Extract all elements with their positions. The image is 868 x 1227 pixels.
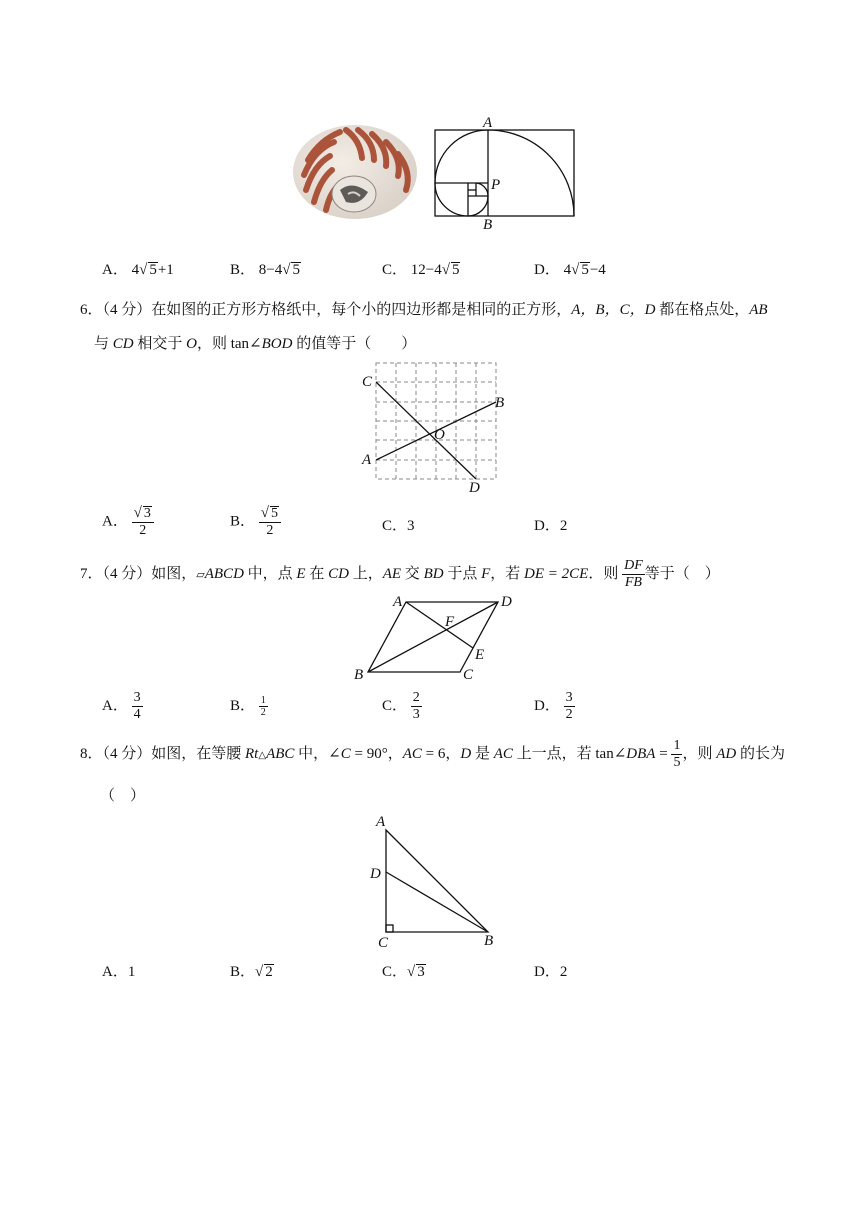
q8-right-triangle-figure (364, 808, 504, 950)
q6-option-d: D．2 (534, 518, 568, 534)
nautilus-shell-image (290, 120, 425, 225)
q7-label-c: C (463, 667, 474, 683)
q8-label-d: D (370, 866, 381, 882)
q8-option-a: A．1 (102, 964, 136, 980)
q6-option-c: C．3 (382, 518, 415, 534)
q7-option-a: A． $\frac{3}{4}$ (102, 690, 141, 723)
q6-option-b: B． $\frac{√ 5}{2}$ (230, 505, 281, 539)
q6-grid-figure (356, 355, 516, 500)
q5-option-b: B． 8−4√ 5 (230, 262, 300, 278)
spiral-label-p: P (491, 177, 501, 193)
q5-option-a: A． 4√ 5+1 (102, 262, 174, 278)
q7-option-d: D． $\frac{3}{2}$ (534, 690, 573, 723)
q8-label-c: C (378, 935, 389, 950)
q6-label-b: B (495, 395, 505, 411)
q8-label-a: A (376, 814, 386, 830)
q5-option-d: D． 4√ 5−4 (534, 262, 606, 278)
q7-option-b: B． $\frac{1}{2}$ (230, 694, 266, 719)
q6-label-o: O (434, 427, 445, 443)
q8-option-d: D．2 (534, 964, 568, 980)
q6-stem-line1: 6．（4 分）在如图的正方形方格纸中，每个小的四边形都是相同的正方形，A，B，C，D 都在格点处，AB (80, 302, 768, 318)
q7-label-e: E (475, 647, 485, 663)
q6-option-a: A． $\frac{√ 3}{2}$ (102, 505, 154, 539)
q7-label-d: D (501, 594, 512, 610)
q6-label-d: D (469, 480, 480, 496)
q5-option-c: C． 12−4√ 5 (382, 262, 460, 278)
q8-stem-line2: （ ） (100, 788, 146, 804)
q7-label-a: A (393, 594, 403, 610)
q6-label-c: C (362, 374, 373, 390)
spiral-label-a: A (483, 115, 493, 131)
q7-option-c: C． $\frac{2}{3}$ (382, 690, 420, 723)
q6-stem-line2: 与 CD 相交于 O，则 tan∠BOD 的值等于（ ） (94, 336, 417, 352)
q8-option-b: B．√ 2 (230, 964, 273, 980)
q8-stem-line1: 8．（4 分）如图，在等腰 Rt△ABC 中，∠C = 90°，AC = 6，D 是 AC 上一点，若 tan∠DBA = $\frac{1}{5}$ ，则 AD 的长为 (80, 738, 785, 771)
q7-parallelogram-figure (348, 590, 528, 685)
q7-label-f: F (445, 614, 455, 630)
spiral-label-b: B (483, 217, 493, 233)
q6-label-a: A (362, 452, 372, 468)
golden-spiral-diagram (428, 112, 580, 234)
q8-option-c: C．√ 3 (382, 964, 425, 980)
q7-stem: 7．（4 分）如图，▱ABCD 中，点 E 在 CD 上，AE 交 BD 于点 F，若 DE = 2CE．则 $\frac{DF}{FB}$ 等于（ ） (80, 558, 720, 591)
q8-label-b: B (484, 933, 494, 949)
q7-label-b: B (354, 667, 364, 683)
